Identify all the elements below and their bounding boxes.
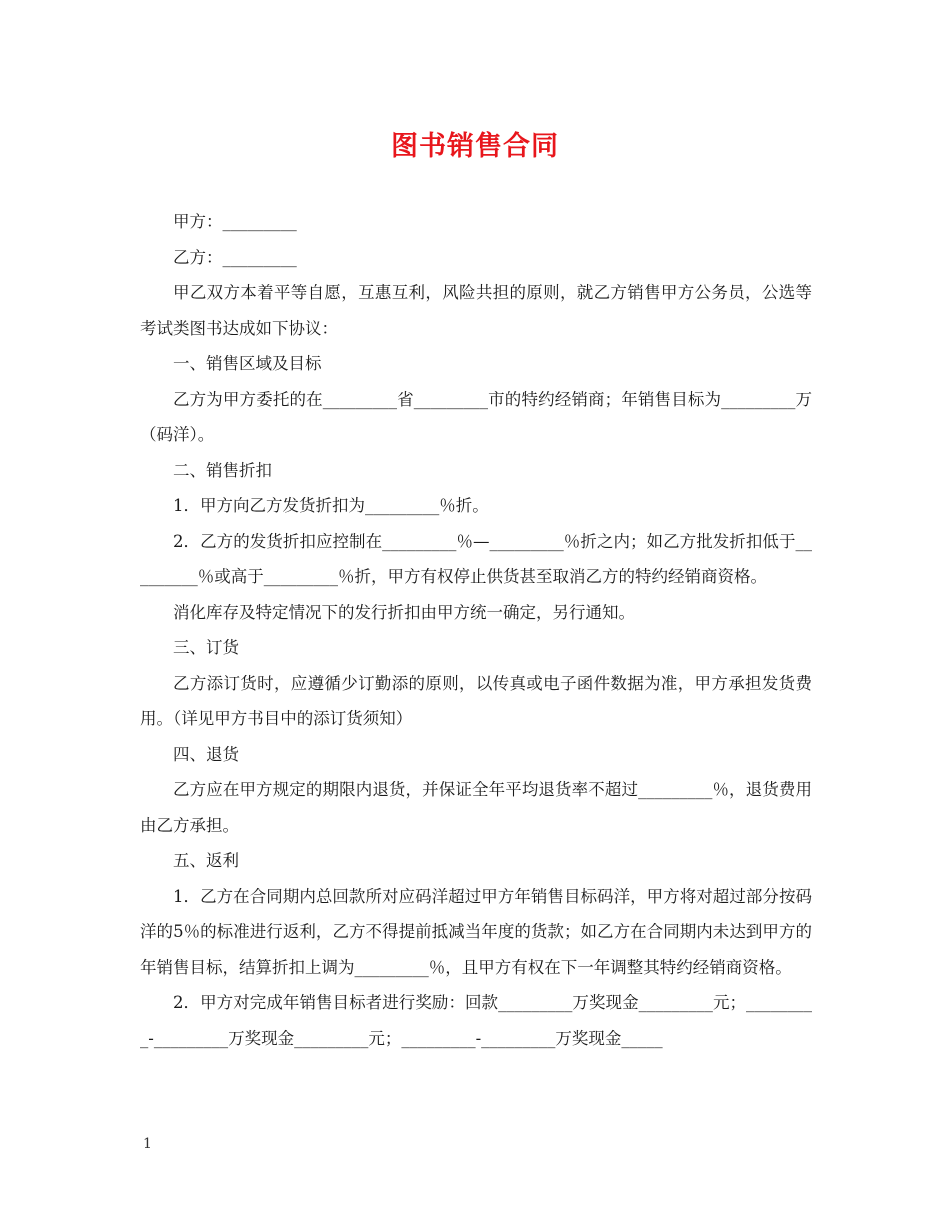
- body-paragraph: 乙方添订货时，应遵循少订勤添的原则，以传真或电子函件数据为准，甲方承担发货费用。（详见甲方书目中的添订货须知）: [140, 673, 812, 728]
- section-heading-3: 三、订货: [173, 638, 239, 657]
- document-title: 图书销售合同: [391, 131, 559, 162]
- party-b-line: 乙方：_________: [173, 247, 297, 267]
- body-paragraph: 2．甲方对完成年销售目标者进行奖励：回款_________万奖现金_________元；_________-_________万奖现金_________元；_________-_________万奖现金_____: [140, 993, 812, 1048]
- body-paragraph: 1．甲方向乙方发货折扣为_________％折。: [173, 496, 489, 515]
- section-heading-2: 二、销售折扣: [173, 460, 272, 480]
- section-heading-5: 五、返利: [173, 851, 239, 870]
- body-paragraph: 2．乙方的发货折扣应控制在_________％—_________％折之内；如乙方批发折扣低于_________％或高于_________％折，甲方有权停止供货甚至取消乙方的特约经销商资格。: [140, 531, 812, 586]
- body-paragraph: 乙方应在甲方规定的期限内退货，并保证全年平均退货率不超过_________％，退货费用由乙方承担。: [140, 780, 812, 835]
- body-paragraph: 乙方为甲方委托的在_________省_________市的特约经销商；年销售目标为_________万（码洋）。: [140, 389, 812, 444]
- body-paragraph: 1．乙方在合同期内总回款所对应码洋超过甲方年销售目标码洋，甲方将对超过部分按码洋的5％的标准进行返利，乙方不得提前抵减当年度的货款；如乙方在合同期内未达到甲方的年销售目标，结算折扣上调为_________％，且甲方有权在下一年调整其特约经销商资格。: [140, 886, 812, 977]
- body-paragraph: 消化库存及特定情况下的发行折扣由甲方统一确定，另行通知。: [173, 602, 635, 622]
- section-heading-1: 一、销售区域及目标: [173, 354, 322, 373]
- preamble-paragraph: 甲乙双方本着平等自愿，互惠互利，风险共担的原则，就乙方销售甲方公务员，公选等考试类图书达成如下协议：: [140, 283, 812, 338]
- page-number: 1: [143, 1136, 152, 1152]
- section-heading-4: 四、退货: [173, 744, 239, 764]
- document-body: [140, 204, 812, 1056]
- party-a-line: 甲方：_________: [173, 212, 297, 231]
